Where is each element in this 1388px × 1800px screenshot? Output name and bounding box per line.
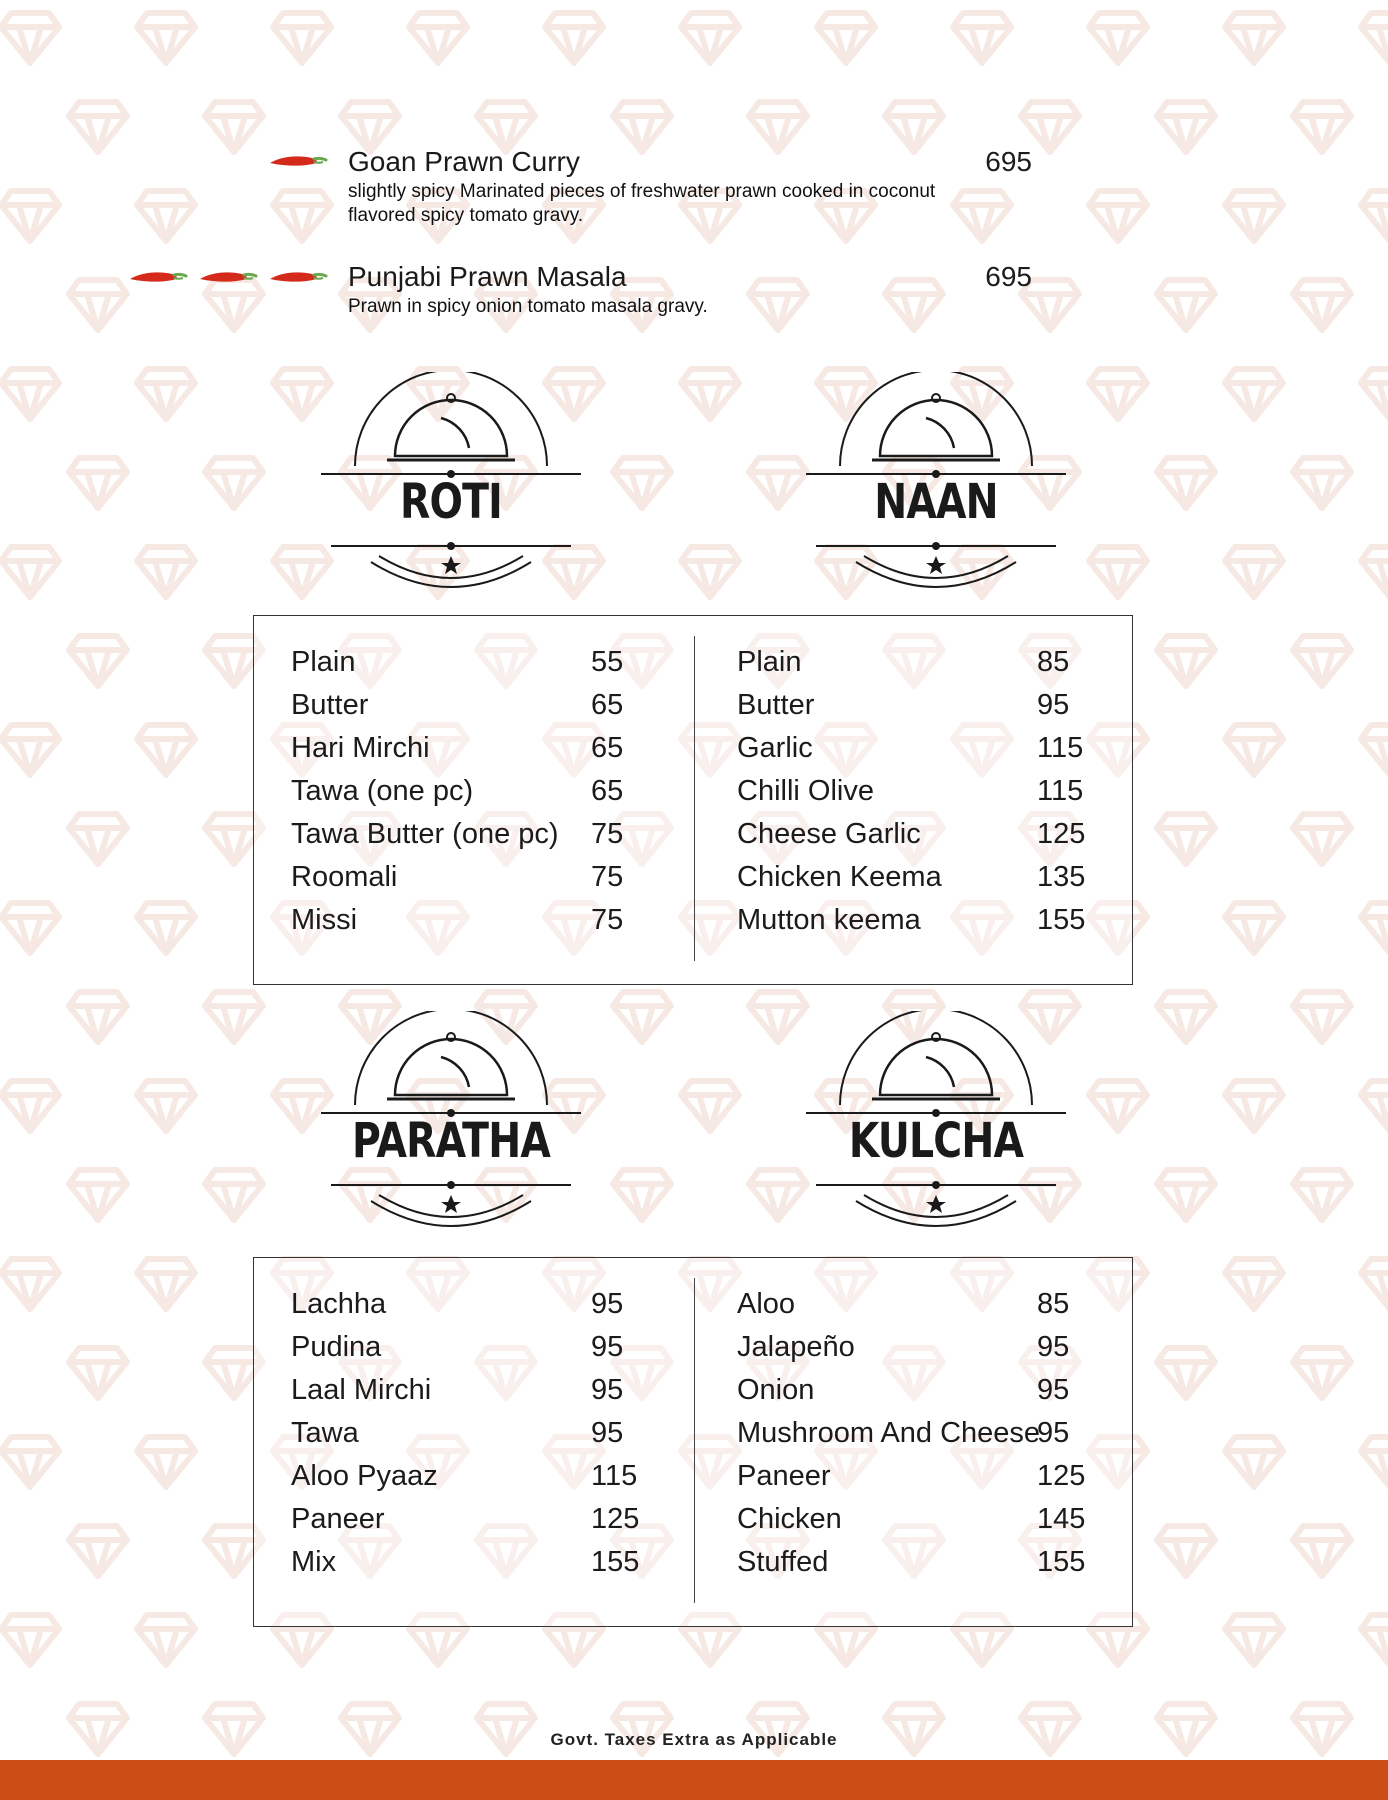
dish-price: 695	[985, 261, 1032, 292]
chili-pepper-icon	[268, 266, 328, 288]
chili-pepper-icon	[198, 266, 258, 288]
item-name: Hari Mirchi	[291, 732, 430, 764]
item-name: Butter	[291, 689, 369, 721]
dish-price: 695	[985, 146, 1032, 177]
section-header-roti	[321, 372, 581, 594]
item-name: Laal Mirchi	[291, 1374, 432, 1406]
item-price: 115	[591, 1460, 638, 1492]
item-price: 125	[591, 1503, 640, 1535]
item-price: 95	[591, 1288, 624, 1320]
section-header-kulcha	[806, 1011, 1066, 1233]
item-name: Aloo Pyaaz	[291, 1460, 438, 1492]
item-name: Chicken	[737, 1503, 842, 1535]
section-header-naan	[806, 372, 1066, 594]
section-title: PARATHA	[352, 1113, 550, 1169]
item-price: 125	[1037, 818, 1086, 850]
item-price: 95	[1037, 1417, 1070, 1449]
section-title: ROTI	[400, 474, 502, 530]
item-name: Plain	[737, 646, 802, 678]
item-price: 135	[1037, 861, 1086, 893]
item-price: 85	[1037, 1288, 1070, 1320]
item-price: 85	[1037, 646, 1070, 678]
spice-indicator-1	[268, 150, 328, 172]
spice-indicator-3	[128, 266, 328, 288]
item-name: Lachha	[291, 1288, 387, 1320]
item-price: 95	[1037, 1331, 1070, 1363]
chili-pepper-icon	[128, 266, 188, 288]
item-name: Cheese Garlic	[737, 818, 921, 850]
item-name: Stuffed	[737, 1546, 829, 1578]
item-name: Butter	[737, 689, 815, 721]
item-price: 125	[1037, 1460, 1086, 1492]
column-divider	[694, 1278, 695, 1603]
item-name: Onion	[737, 1374, 815, 1406]
chili-pepper-icon	[268, 150, 328, 172]
item-name: Pudina	[291, 1331, 382, 1363]
footer-tax-note: Govt. Taxes Extra as Applicable	[550, 1730, 838, 1749]
item-name: Tawa Butter (one pc)	[291, 818, 559, 850]
item-price: 95	[591, 1331, 624, 1363]
item-name: Garlic	[737, 732, 813, 764]
item-price: 55	[591, 646, 624, 678]
paratha-kulcha-menu-box	[253, 1257, 1133, 1627]
item-price: 115	[1037, 732, 1084, 764]
section-header-paratha	[321, 1011, 581, 1233]
column-divider	[694, 636, 695, 961]
item-price: 155	[1037, 1546, 1086, 1578]
item-price: 155	[1037, 904, 1086, 936]
item-price: 75	[591, 904, 624, 936]
item-name: Tawa (one pc)	[291, 775, 474, 807]
item-name: Tawa	[291, 1417, 359, 1449]
dish-punjabi-prawn-masala	[348, 261, 1032, 319]
item-price: 145	[1037, 1503, 1086, 1535]
item-name: Plain	[291, 646, 356, 678]
item-price: 75	[591, 861, 624, 893]
item-name: Chilli Olive	[737, 775, 874, 807]
item-price: 115	[1037, 775, 1084, 807]
item-name: Mushroom And Cheese	[737, 1417, 1041, 1449]
item-price: 155	[591, 1546, 640, 1578]
dish-name: Goan Prawn Curry	[348, 146, 580, 177]
item-price: 75	[591, 818, 624, 850]
item-name: Paneer	[291, 1503, 385, 1535]
item-name: Mutton keema	[737, 904, 921, 936]
item-price: 65	[591, 689, 624, 721]
dish-description: slightly spicy Marinated pieces of freshwater prawn cooked in coconut flavored spicy tomato gravy.	[348, 181, 936, 226]
item-price: 95	[591, 1417, 624, 1449]
item-name: Chicken Keema	[737, 861, 942, 893]
roti-naan-menu-box	[253, 615, 1133, 985]
footer-bar	[0, 1760, 1388, 1800]
item-name: Roomali	[291, 861, 398, 893]
dish-description: Prawn in spicy onion tomato masala gravy.	[348, 296, 708, 317]
item-price: 95	[1037, 689, 1070, 721]
item-price: 65	[591, 775, 624, 807]
item-name: Mix	[291, 1546, 337, 1578]
item-price: 65	[591, 732, 624, 764]
item-price: 95	[591, 1374, 624, 1406]
item-name: Missi	[291, 904, 358, 936]
item-name: Jalapeño	[737, 1331, 855, 1363]
item-name: Aloo	[737, 1288, 796, 1320]
dish-name: Punjabi Prawn Masala	[348, 261, 627, 292]
item-price: 95	[1037, 1374, 1070, 1406]
section-title: NAAN	[874, 474, 998, 530]
item-name: Paneer	[737, 1460, 831, 1492]
dish-goan-prawn-curry	[348, 146, 1032, 228]
section-title: KULCHA	[848, 1113, 1024, 1169]
